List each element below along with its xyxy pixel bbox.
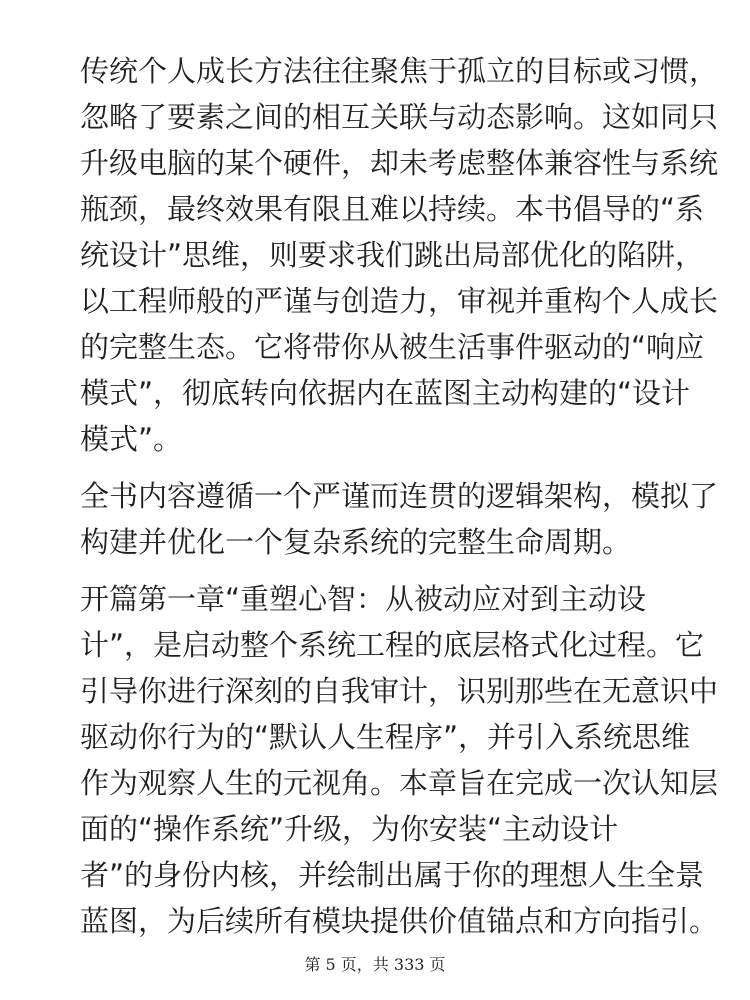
text-line: 者”的身份内核，并绘制出属于你的理想人生全景	[80, 858, 705, 892]
text-line: 传统个人成长方法往往聚焦于孤立的目标或习惯，	[80, 54, 719, 88]
paragraph-structure	[80, 473, 719, 565]
text-line: 模式”。	[80, 422, 183, 456]
text-line: 的完整生态。它将带你从被生活事件驱动的“响应	[80, 330, 705, 364]
text-line: 统设计”思维，则要求我们跳出局部优化的陷阱，	[80, 238, 705, 272]
text-line: 作为观察人生的元视角。本章旨在完成一次认知层	[80, 766, 719, 800]
text-line: 面的“操作系统”升级，为你安装“主动设计	[80, 812, 619, 846]
text-line: 以工程师般的严谨与创造力，审视并重构个人成长	[80, 284, 719, 318]
text-line: 升级电脑的某个硬件，却未考虑整体兼容性与系统	[80, 146, 719, 180]
text-line: 构建并优化一个复杂系统的完整生命周期。	[80, 525, 632, 559]
text-line: 开篇第一章“重塑心智：从被动应对到主动设	[80, 582, 647, 616]
text-line: 全书内容遵循一个严谨而连贯的逻辑架构，模拟了	[80, 479, 719, 513]
text-line: 蓝图，为后续所有模块提供价值锚点和方向指引。	[80, 904, 719, 938]
text-line: 模式”，彻底转向依据内在蓝图主动构建的“设计	[80, 376, 691, 410]
text-line: 瓶颈，最终效果有限且难以持续。本书倡导的“系	[80, 192, 705, 226]
paragraph-intro	[80, 48, 719, 462]
text-line: 计”，是启动整个系统工程的底层格式化过程。它	[80, 628, 705, 662]
paragraph-chapter-one	[80, 576, 719, 944]
body-text	[80, 48, 719, 955]
text-line: 驱动你行为的“默认人生程序”，并引入系统思维	[80, 720, 691, 754]
text-line: 引导你进行深刻的自我审计，识别那些在无意识中	[80, 674, 719, 708]
text-line: 忽略了要素之间的相互关联与动态影响。这如同只	[80, 100, 719, 134]
page-number: 第 5 页，共 333 页	[304, 955, 446, 974]
